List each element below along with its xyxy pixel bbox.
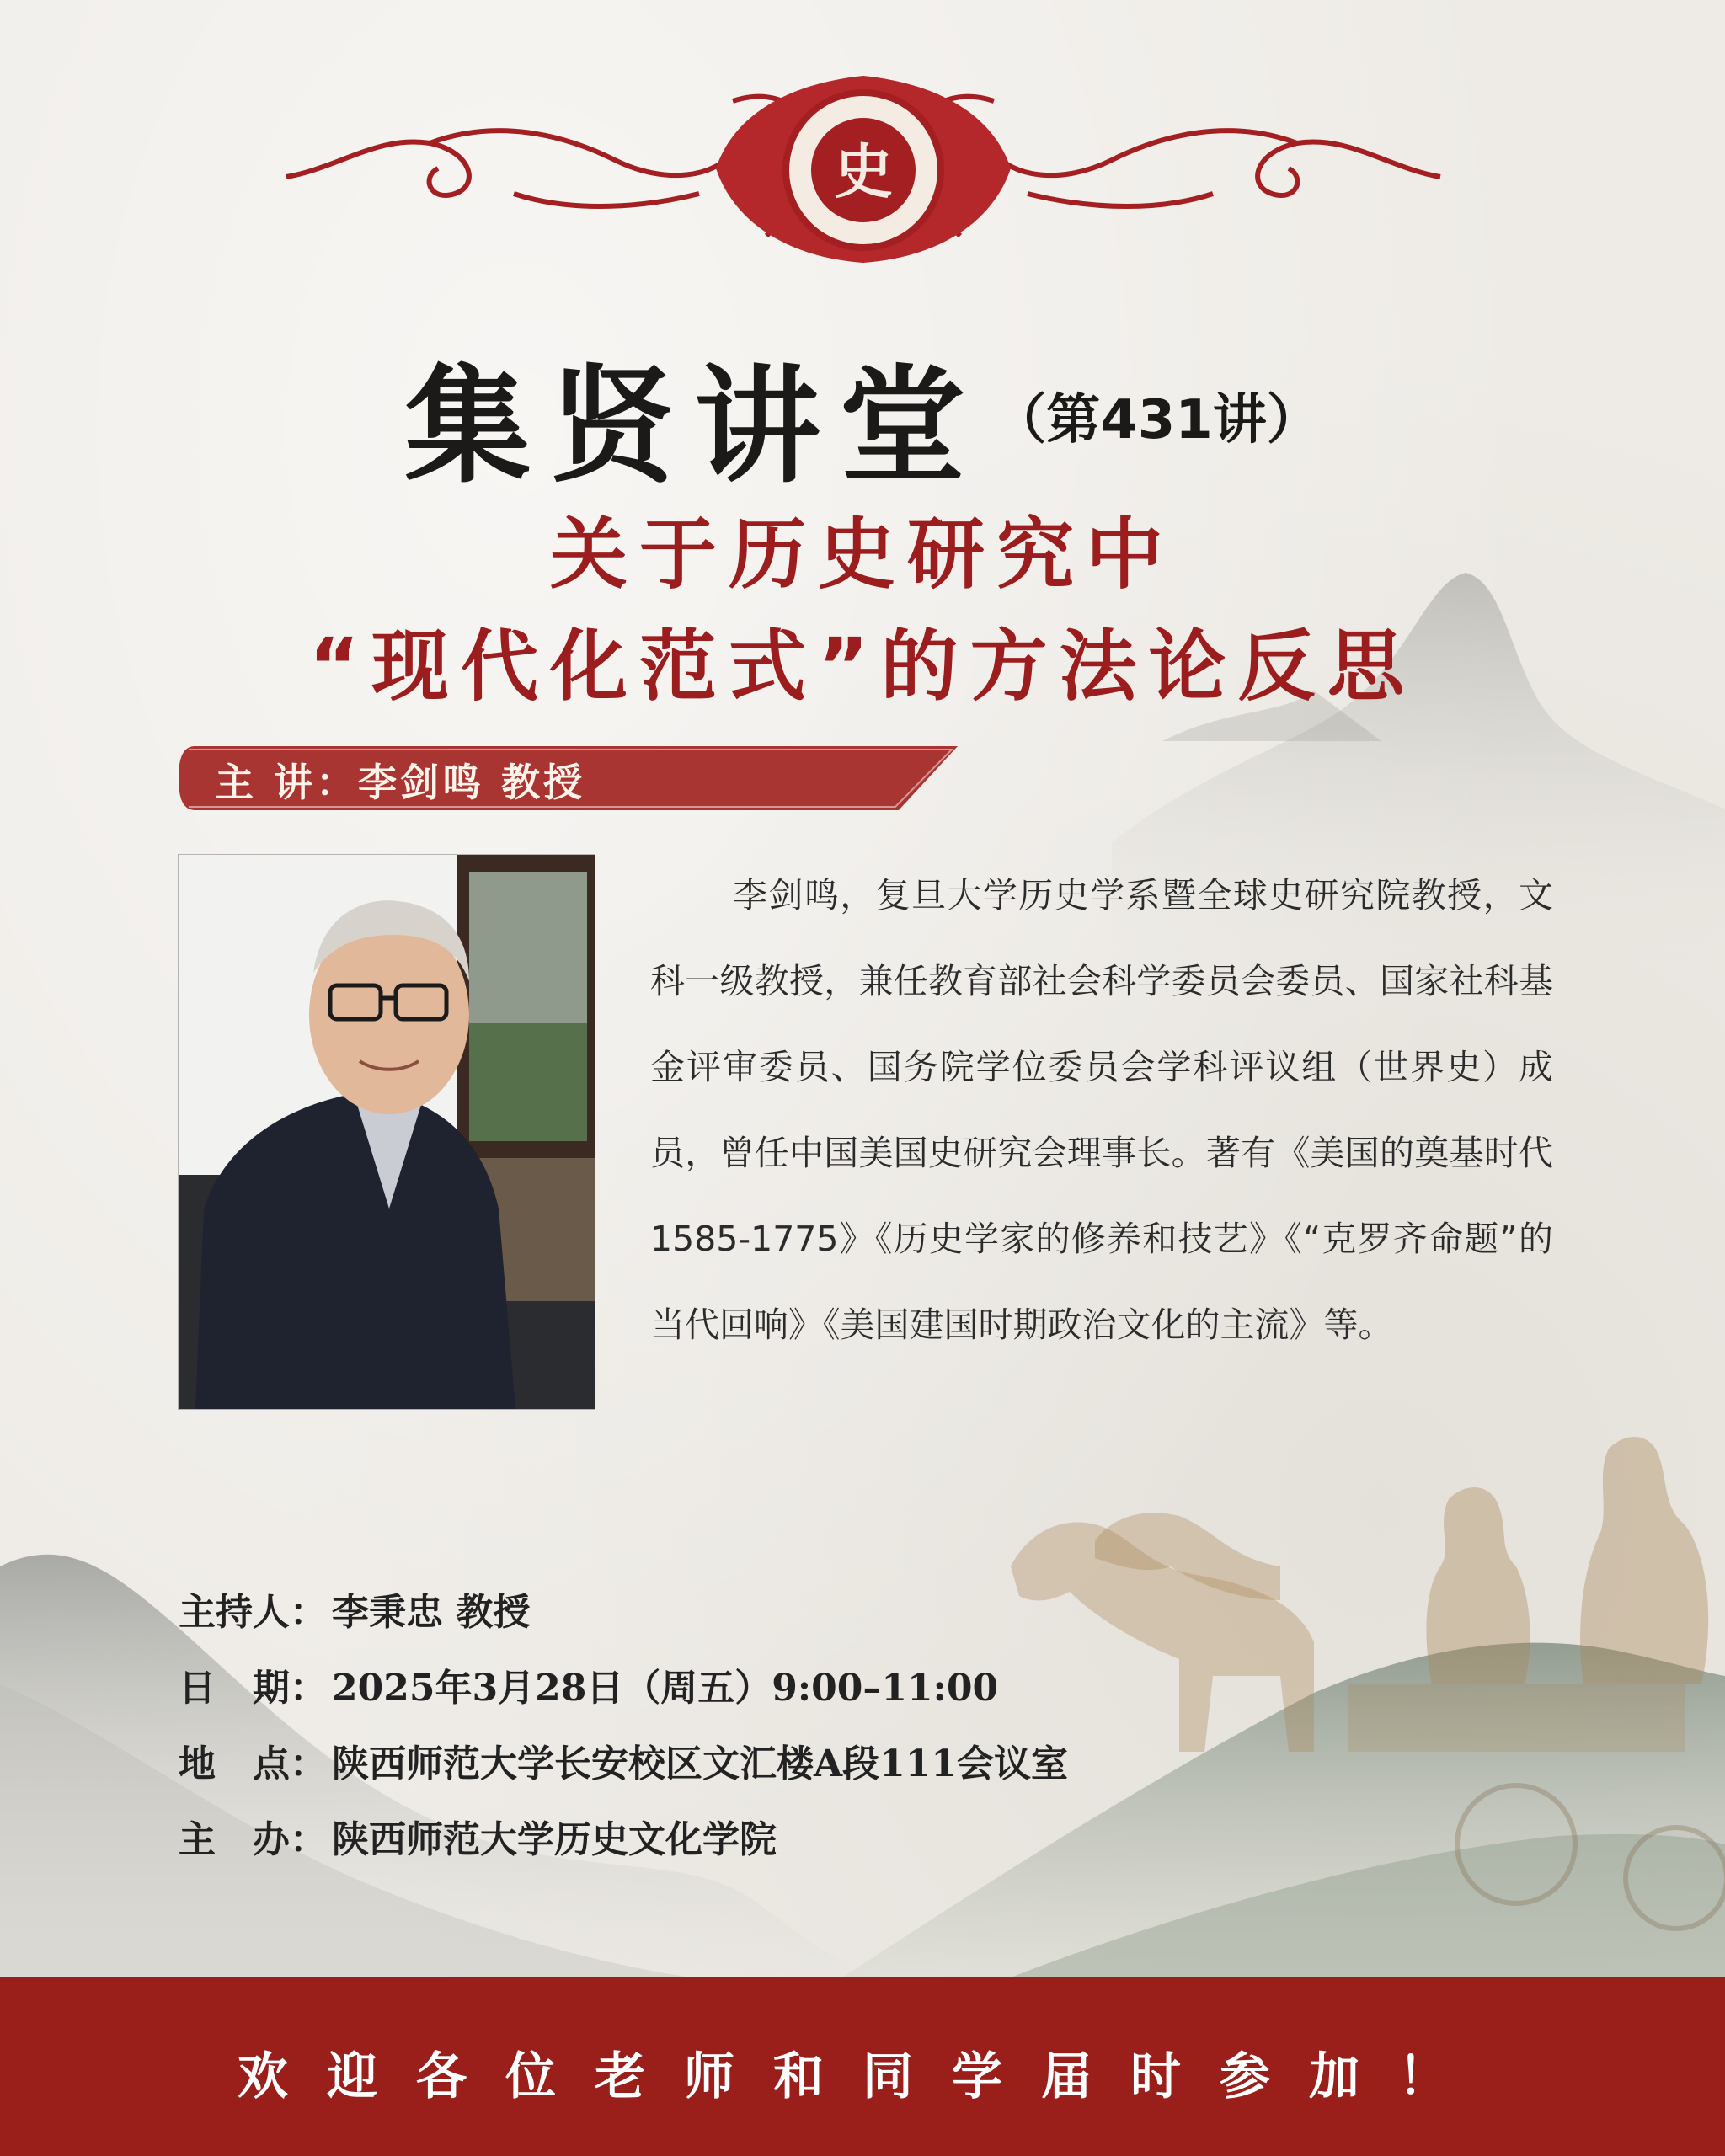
- date-value: 2025年3月28日（周五）9:00–11:00: [332, 1667, 999, 1710]
- place-label: 地 点：: [179, 1742, 327, 1785]
- title-block: [0, 324, 1725, 506]
- speaker-bio: 李剑鸣，复旦大学历史学系暨全球史研究院教授，文科一级教授，兼任教育部社会科学委员会委员、国家社科基金评审委员、国务院学位委员会学科评议组（世界史）成员，曾任中国美国史研究会理事长。著有《美国的奠基时代1585-1775》《历史学家的修养和技艺》《“克罗齐命题”的当代回响》《美国建国时期政治文化的主流》等。: [650, 875, 1553, 1345]
- speaker-photo: [179, 855, 595, 1409]
- emblem-glyph: 史: [834, 137, 893, 206]
- organizer-row: [179, 1809, 777, 1863]
- date-row: [179, 1657, 998, 1711]
- host-label: 主持人：: [179, 1591, 327, 1634]
- host-value: 李秉忠 教授: [332, 1591, 531, 1634]
- episode-number: （第431讲）: [992, 389, 1321, 451]
- lecture-subtitle-line2: “现代化范式”的方法论反思: [308, 622, 1417, 712]
- place-row: [179, 1733, 1068, 1787]
- host-row: [179, 1582, 530, 1636]
- speaker-name: 主 讲：李剑鸣 教授: [215, 760, 586, 805]
- lecture-subtitle-line1: 关于历史研究中: [549, 510, 1175, 600]
- date-label: 日 期：: [179, 1667, 327, 1710]
- organizer-label: 主 办：: [179, 1818, 327, 1861]
- cloud-ornament: [261, 67, 1466, 270]
- organizer-value: 陕西师范大学历史文化学院: [332, 1818, 777, 1861]
- page-title: 集贤讲堂: [404, 354, 985, 500]
- place-value: 陕西师范大学长安校区文汇楼A段111会议室: [332, 1742, 1068, 1785]
- welcome-message: 欢迎各位老师和同学届时参加！: [238, 2047, 1487, 2106]
